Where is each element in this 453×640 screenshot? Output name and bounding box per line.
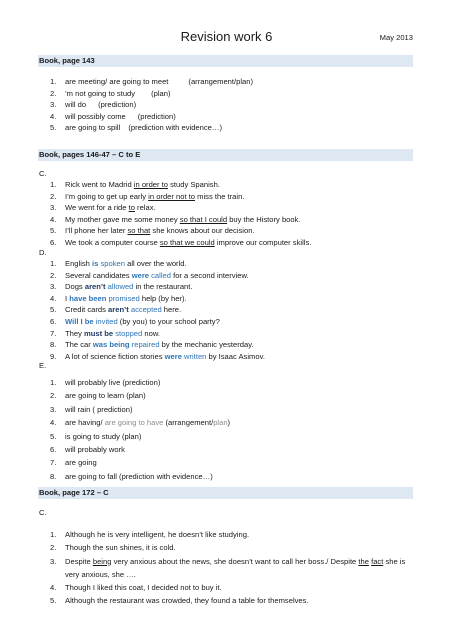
subsection-label-c-172: C. (39, 508, 47, 517)
section-heading-pages-146-47: Book, pages 146-47 – C to E (38, 149, 413, 161)
list-item: 1. English is spoken all over the world. (50, 259, 187, 268)
list-item: 8. are going to fall (prediction with evidence…) (50, 471, 213, 481)
page-title: Revision work 6 (180, 29, 273, 44)
list-item: 2. Though the sun shines, it is cold. (50, 543, 176, 553)
list-item: 3. will do (prediction) (50, 100, 137, 110)
list-c (50, 179, 415, 249)
list-item: 3. will rain ( prediction) (50, 404, 133, 414)
list-item: 5. are going to spill (prediction with evidence…) (50, 123, 223, 133)
list-item: 2. I’m going to get up early in order not to miss the train. (50, 191, 245, 201)
list-e (50, 376, 415, 483)
list-item: 7. They must be stopped now. (50, 328, 160, 338)
list-item: 4. are having/ are going to have (arrangement/plan) (50, 418, 231, 428)
section-heading-page-143: Book, page 143 (38, 55, 413, 67)
list-item: 5. is going to study (plan) (50, 431, 142, 441)
list-item: 9. A lot of science fiction stories were written by Isaac Asimov. (50, 351, 265, 361)
subsection-label-e: E. (39, 361, 47, 370)
list-item: 6. will probably work (50, 444, 125, 454)
list-item: 8. The car was being repaired by the mechanic yesterday. (50, 340, 254, 350)
list-item: 1. are meeting/ are going to meet (arrangement/plan) (50, 77, 254, 86)
list-item: 4. will possibly come (prediction) (50, 111, 176, 121)
list-item: 5. Although the restaurant was crowded, they found a table for themselves. (50, 596, 309, 606)
page-date: May 2013 (379, 33, 413, 42)
list-item: 5. I’ll phone her later so that she knows about our decision. (50, 226, 255, 236)
list-item: 2. ’m not going to study (plan) (50, 88, 171, 98)
list-item: 5. Credit cards aren’t accepted here. (50, 305, 182, 315)
list-item: 2. Several candidates were called for a second interview. (50, 270, 249, 280)
subsection-label-c: C. (39, 169, 47, 178)
list-page-172 (50, 528, 407, 608)
list-d (50, 258, 415, 362)
subsection-label-d: D. (39, 248, 47, 257)
list-item: 1. Rick went to Madrid in order to study Spanish. (50, 180, 220, 189)
list-item: 2. are going to learn (plan) (50, 391, 146, 401)
list-item: 4. Though I liked this coat, I decided not to buy it. (50, 582, 222, 592)
list-item: 7. are going (50, 458, 97, 468)
list-item: 3. We went for a ride to relax. (50, 203, 156, 213)
list-item: 3. Dogs aren’t allowed in the restaurant. (50, 282, 193, 292)
list-item: 4. My mother gave me some money so that I could buy the History book. (50, 214, 301, 224)
list-item: 1. Although he is very intelligent, he doesn’t like studying. (50, 530, 250, 539)
list-page-143 (50, 76, 415, 134)
page-header (38, 29, 415, 45)
section-heading-page-172: Book, page 172 – C (38, 487, 413, 499)
list-item: 6. We took a computer course so that we could improve our computer skills. (50, 237, 312, 247)
list-item: 1. will probably live (prediction) (50, 378, 161, 387)
list-item: 4. I have been promised help (by her). (50, 293, 187, 303)
list-item: 3. Despite being very anxious about the news, she doesn’t want to call her boss./ Despite the fact she is very anxious, she …. (50, 556, 406, 579)
list-item: 6. Will I be invited (by you) to your school party? (50, 316, 220, 326)
